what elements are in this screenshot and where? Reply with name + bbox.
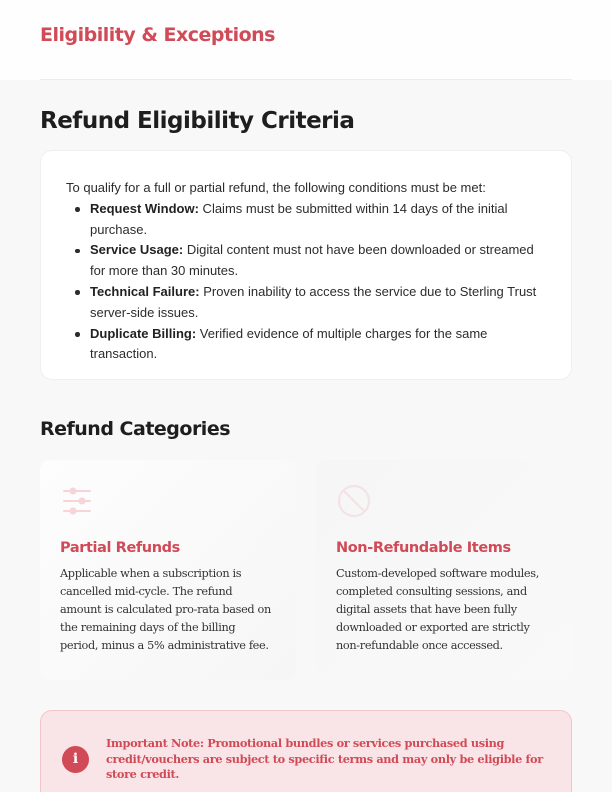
ban-icon <box>336 484 370 518</box>
criteria-term: Request Window: <box>90 200 199 216</box>
category-title: Partial Refunds <box>60 540 180 556</box>
page-header <box>0 0 612 80</box>
categories-heading: Refund Categories <box>40 418 231 440</box>
category-card-non-refundable <box>316 460 572 680</box>
page-title: Eligibility & Exceptions <box>40 24 275 46</box>
criteria-item-duplicate-billing <box>90 324 547 366</box>
important-note <box>40 710 572 792</box>
category-body: Applicable when a subscription is cancelled mid-cycle. The refund amount is calculated pro-rata based on the remaining days of the billing period, minus a 5% administrative fee. <box>60 567 271 652</box>
criteria-term: Duplicate Billing: <box>90 325 197 341</box>
criteria-text: Verified evidence of multiple charges for the same transaction. <box>90 325 488 362</box>
category-card-partial-refunds <box>40 460 296 680</box>
info-icon: i <box>62 746 89 773</box>
category-title: Non-Refundable Items <box>336 540 511 556</box>
criteria-intro: To qualify for a full or partial refund, the following conditions must be met: <box>66 180 486 195</box>
criteria-item-technical-failure <box>90 282 547 324</box>
sliders-icon <box>60 484 94 518</box>
criteria-term: Technical Failure: <box>90 283 200 299</box>
category-body: Custom-developed software modules, completed consulting sessions, and digital assets that have been fully downloaded or exported are strictly non-refundable once accessed. <box>336 567 539 652</box>
criteria-text: Claims must be submitted within 14 days of the initial purchase. <box>90 200 508 237</box>
criteria-item-service-usage <box>90 240 547 282</box>
criteria-text: Digital content must not have been downloaded or streamed for more than 30 minutes. <box>90 242 534 279</box>
criteria-item-request-window <box>90 199 547 241</box>
note-text: Important Note: Promotional bundles or services purchased using credit/vouchers are subject to specific terms and may only be eligible for store credit. <box>106 736 543 781</box>
criteria-term: Service Usage: <box>90 242 184 258</box>
criteria-heading: Refund Eligibility Criteria <box>40 108 355 134</box>
criteria-card <box>40 150 572 380</box>
header-divider <box>40 79 572 80</box>
criteria-list <box>66 199 547 365</box>
criteria-text: Proven inability to access the service due to Sterling Trust server-side issues. <box>90 283 537 320</box>
